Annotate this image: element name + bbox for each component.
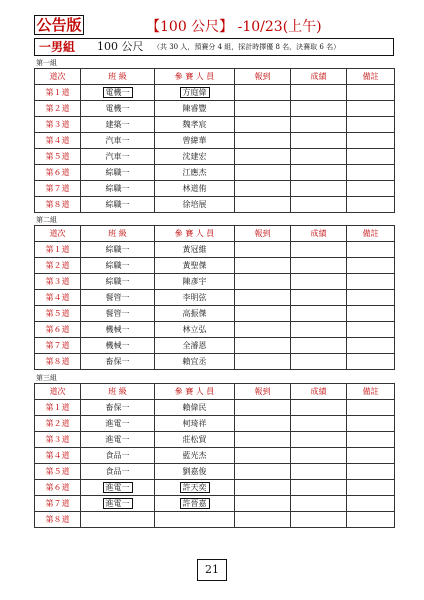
lane-cell: 第２道 <box>35 416 81 432</box>
checkin-cell <box>235 290 291 306</box>
lane-cell: 第７道 <box>35 496 81 512</box>
class-cell <box>81 512 155 528</box>
checkin-cell <box>235 274 291 290</box>
class-cell <box>81 258 155 274</box>
remarks-cell <box>347 197 395 213</box>
remarks-cell <box>347 242 395 258</box>
result-cell <box>291 197 347 213</box>
athlete-name: 劉嘉俊 <box>182 466 207 476</box>
lane-cell: 第１道 <box>35 85 81 101</box>
remarks-cell <box>347 512 395 528</box>
checkin-cell <box>235 149 291 165</box>
table-row <box>35 322 395 338</box>
table-row <box>35 101 395 117</box>
checkin-cell <box>235 480 291 496</box>
class-cell <box>81 354 155 370</box>
event-note: （共 30 人，預賽分 4 組，採計時擇優 8 名，決賽取 6 名） <box>153 43 341 51</box>
athlete-cell <box>155 448 235 464</box>
table-header-row <box>35 69 395 85</box>
lane-cell: 第５道 <box>35 149 81 165</box>
announcement-badge: 公告版 <box>34 15 84 35</box>
lane-cell: 第３道 <box>35 274 81 290</box>
class-name: 綜職一 <box>105 276 130 286</box>
lane-cell: 第３道 <box>35 432 81 448</box>
result-cell <box>291 258 347 274</box>
result-cell <box>291 448 347 464</box>
checkin-cell <box>235 512 291 528</box>
athlete-header: 參 賽 人 員 <box>155 69 235 85</box>
class-cell <box>81 322 155 338</box>
result-header: 成績 <box>291 384 347 400</box>
checkin-cell <box>235 85 291 101</box>
table-row <box>35 480 395 496</box>
class-header: 班 級 <box>81 384 155 400</box>
athlete-name: 黃冠維 <box>182 244 207 254</box>
class-name: 汽車一 <box>105 151 130 161</box>
class-name: 綜職一 <box>105 167 130 177</box>
checkin-cell <box>235 181 291 197</box>
class-cell <box>81 197 155 213</box>
class-cell <box>81 480 155 496</box>
table-row <box>35 416 395 432</box>
event-title: 【100 公尺】 -10/23(上午) <box>146 19 322 35</box>
result-cell <box>291 512 347 528</box>
table-row <box>35 464 395 480</box>
lane-cell: 第２道 <box>35 258 81 274</box>
remarks-cell <box>347 322 395 338</box>
class-name: 畜保一 <box>105 402 130 412</box>
athlete-cell <box>155 416 235 432</box>
class-cell <box>81 464 155 480</box>
lane-cell: 第６道 <box>35 480 81 496</box>
athlete-cell <box>155 354 235 370</box>
lane-cell: 第７道 <box>35 181 81 197</box>
lane-cell: 第３道 <box>35 117 81 133</box>
athlete-cell <box>155 290 235 306</box>
class-name: 食品一 <box>105 466 130 476</box>
athlete-header: 參 賽 人 員 <box>155 384 235 400</box>
athlete-name: 賴偉民 <box>182 402 207 412</box>
remarks-cell <box>347 338 395 354</box>
table-row <box>35 274 395 290</box>
class-name: 餐管一 <box>105 292 130 302</box>
result-cell <box>291 322 347 338</box>
class-name: 畜保一 <box>105 356 130 366</box>
result-header: 成績 <box>291 226 347 242</box>
result-cell <box>291 400 347 416</box>
remarks-cell <box>347 165 395 181</box>
remarks-cell <box>347 496 395 512</box>
result-cell <box>291 432 347 448</box>
checkin-header: 報到 <box>235 384 291 400</box>
athlete-cell <box>155 480 235 496</box>
page-number: 21 <box>197 559 227 581</box>
table-row <box>35 290 395 306</box>
lane-cell: 第８道 <box>35 512 81 528</box>
heat-label: 第三組 <box>36 374 57 382</box>
athlete-name: 沈建宏 <box>182 151 207 161</box>
lane-cell: 第４道 <box>35 290 81 306</box>
lane-cell: 第８道 <box>35 197 81 213</box>
class-name: 進電一 <box>105 418 130 428</box>
checkin-cell <box>235 416 291 432</box>
group-name: 一男組 <box>39 40 76 54</box>
lane-cell: 第２道 <box>35 101 81 117</box>
remarks-cell <box>347 101 395 117</box>
class-name: 機械一 <box>105 340 130 350</box>
remarks-cell <box>347 117 395 133</box>
class-name: 機械一 <box>105 324 130 334</box>
athlete-name: 徐培展 <box>182 199 207 209</box>
table-row <box>35 338 395 354</box>
result-cell <box>291 274 347 290</box>
class-name: 進電一 <box>103 498 133 509</box>
table-row <box>35 197 395 213</box>
athlete-cell <box>155 133 235 149</box>
class-name: 綜職一 <box>105 199 130 209</box>
result-cell <box>291 496 347 512</box>
class-name: 汽車一 <box>105 135 130 145</box>
class-cell <box>81 133 155 149</box>
class-cell <box>81 416 155 432</box>
class-name: 電機一 <box>105 103 130 113</box>
class-name: 綜職一 <box>105 183 130 193</box>
remarks-cell <box>347 416 395 432</box>
athlete-name: 藍光杰 <box>182 450 207 460</box>
lane-cell: 第７道 <box>35 338 81 354</box>
result-cell <box>291 290 347 306</box>
athlete-name: 陳睿豐 <box>182 103 207 113</box>
remarks-cell <box>347 258 395 274</box>
athlete-cell <box>155 322 235 338</box>
table-row <box>35 149 395 165</box>
table-row <box>35 242 395 258</box>
lane-cell: 第８道 <box>35 354 81 370</box>
table-header-row <box>35 384 395 400</box>
result-cell <box>291 416 347 432</box>
checkin-cell <box>235 464 291 480</box>
checkin-cell <box>235 242 291 258</box>
checkin-cell <box>235 165 291 181</box>
athlete-name: 陳彥宇 <box>182 276 207 286</box>
result-cell <box>291 101 347 117</box>
checkin-cell <box>235 322 291 338</box>
heat-label: 第二組 <box>36 216 57 224</box>
athlete-cell <box>155 149 235 165</box>
athlete-cell <box>155 512 235 528</box>
checkin-cell <box>235 117 291 133</box>
class-cell <box>81 496 155 512</box>
class-cell <box>81 290 155 306</box>
remarks-header: 備註 <box>347 226 395 242</box>
checkin-cell <box>235 197 291 213</box>
table-row <box>35 448 395 464</box>
table-header-row <box>35 226 395 242</box>
table-row <box>35 400 395 416</box>
table-row <box>35 306 395 322</box>
checkin-cell <box>235 258 291 274</box>
athlete-cell <box>155 274 235 290</box>
athlete-cell <box>155 242 235 258</box>
lane-header: 道次 <box>35 226 81 242</box>
remarks-cell <box>347 448 395 464</box>
checkin-cell <box>235 496 291 512</box>
athlete-name: 林道侑 <box>182 183 207 193</box>
remarks-cell <box>347 85 395 101</box>
athlete-name: 李明弦 <box>182 292 207 302</box>
athlete-name: 賴宜丞 <box>182 356 207 366</box>
result-cell <box>291 165 347 181</box>
checkin-cell <box>235 133 291 149</box>
remarks-cell <box>347 354 395 370</box>
class-name: 電機一 <box>103 87 133 98</box>
lane-cell: 第５道 <box>35 464 81 480</box>
athlete-name: 莊松貿 <box>182 434 207 444</box>
checkin-cell <box>235 400 291 416</box>
class-name: 進電一 <box>103 482 133 493</box>
class-cell <box>81 448 155 464</box>
lane-cell: 第１道 <box>35 400 81 416</box>
athlete-cell <box>155 101 235 117</box>
class-cell <box>81 149 155 165</box>
athlete-name: 高振傑 <box>182 308 207 318</box>
remarks-cell <box>347 274 395 290</box>
remarks-cell <box>347 306 395 322</box>
checkin-cell <box>235 306 291 322</box>
athlete-name: 全濬恩 <box>182 340 207 350</box>
athlete-cell <box>155 197 235 213</box>
checkin-cell <box>235 101 291 117</box>
athlete-name: 柯琦祥 <box>182 418 207 428</box>
remarks-cell <box>347 480 395 496</box>
athlete-header: 參 賽 人 員 <box>155 226 235 242</box>
class-header: 班 級 <box>81 69 155 85</box>
lane-header: 道次 <box>35 384 81 400</box>
athlete-name: 許晉嘉 <box>180 498 210 509</box>
class-cell <box>81 306 155 322</box>
athlete-cell <box>155 258 235 274</box>
heat-table <box>34 225 395 370</box>
lane-cell: 第６道 <box>35 322 81 338</box>
result-cell <box>291 133 347 149</box>
athlete-cell <box>155 496 235 512</box>
remarks-cell <box>347 432 395 448</box>
athlete-cell <box>155 165 235 181</box>
class-name: 進電一 <box>105 434 130 444</box>
athlete-name: 方庭偉 <box>180 87 210 98</box>
lane-cell: 第１道 <box>35 242 81 258</box>
lane-cell: 第６道 <box>35 165 81 181</box>
remarks-header: 備註 <box>347 69 395 85</box>
table-row <box>35 181 395 197</box>
class-cell <box>81 274 155 290</box>
lane-cell: 第５道 <box>35 306 81 322</box>
athlete-cell <box>155 181 235 197</box>
result-cell <box>291 338 347 354</box>
class-cell <box>81 101 155 117</box>
class-cell <box>81 338 155 354</box>
athlete-cell <box>155 306 235 322</box>
athlete-cell <box>155 464 235 480</box>
athlete-name: 江應杰 <box>182 167 207 177</box>
athlete-cell <box>155 85 235 101</box>
athlete-name: 黃聖傑 <box>182 260 207 270</box>
table-row <box>35 165 395 181</box>
class-name: 食品一 <box>105 450 130 460</box>
class-cell <box>81 432 155 448</box>
result-header: 成績 <box>291 69 347 85</box>
checkin-cell <box>235 432 291 448</box>
remarks-cell <box>347 181 395 197</box>
result-cell <box>291 85 347 101</box>
table-row <box>35 85 395 101</box>
result-cell <box>291 117 347 133</box>
result-cell <box>291 354 347 370</box>
checkin-header: 報到 <box>235 226 291 242</box>
athlete-name: 許天奕 <box>180 482 210 493</box>
athlete-cell <box>155 432 235 448</box>
table-row <box>35 496 395 512</box>
result-cell <box>291 464 347 480</box>
remarks-cell <box>347 464 395 480</box>
table-row <box>35 258 395 274</box>
heat-label: 第一組 <box>36 59 57 67</box>
remarks-cell <box>347 400 395 416</box>
class-name: 餐管一 <box>105 308 130 318</box>
table-row <box>35 117 395 133</box>
remarks-cell <box>347 133 395 149</box>
remarks-header: 備註 <box>347 384 395 400</box>
athlete-name: 魏孝宸 <box>182 119 207 129</box>
checkin-cell <box>235 338 291 354</box>
remarks-cell <box>347 290 395 306</box>
athlete-name: 曾緯華 <box>182 135 207 145</box>
class-cell <box>81 117 155 133</box>
result-cell <box>291 149 347 165</box>
class-name: 綜職一 <box>105 260 130 270</box>
athlete-name: 林立弘 <box>182 324 207 334</box>
subtitle-bar <box>34 38 394 56</box>
result-cell <box>291 242 347 258</box>
class-cell <box>81 165 155 181</box>
class-cell <box>81 400 155 416</box>
class-cell <box>81 242 155 258</box>
table-row <box>35 512 395 528</box>
title-bar <box>34 15 394 37</box>
class-header: 班 級 <box>81 226 155 242</box>
result-cell <box>291 480 347 496</box>
lane-cell: 第４道 <box>35 133 81 149</box>
checkin-header: 報到 <box>235 69 291 85</box>
athlete-cell <box>155 400 235 416</box>
class-name: 建築一 <box>105 119 130 129</box>
class-cell <box>81 85 155 101</box>
remarks-cell <box>347 149 395 165</box>
checkin-cell <box>235 354 291 370</box>
lane-header: 道次 <box>35 69 81 85</box>
table-row <box>35 432 395 448</box>
athlete-cell <box>155 338 235 354</box>
result-cell <box>291 181 347 197</box>
table-row <box>35 133 395 149</box>
athlete-cell <box>155 117 235 133</box>
class-cell <box>81 181 155 197</box>
heat-table <box>34 68 395 213</box>
event-name: 100 公尺 <box>97 40 144 53</box>
checkin-cell <box>235 448 291 464</box>
table-row <box>35 354 395 370</box>
lane-cell: 第４道 <box>35 448 81 464</box>
result-cell <box>291 306 347 322</box>
class-name: 綜職一 <box>105 244 130 254</box>
heat-table <box>34 383 395 528</box>
